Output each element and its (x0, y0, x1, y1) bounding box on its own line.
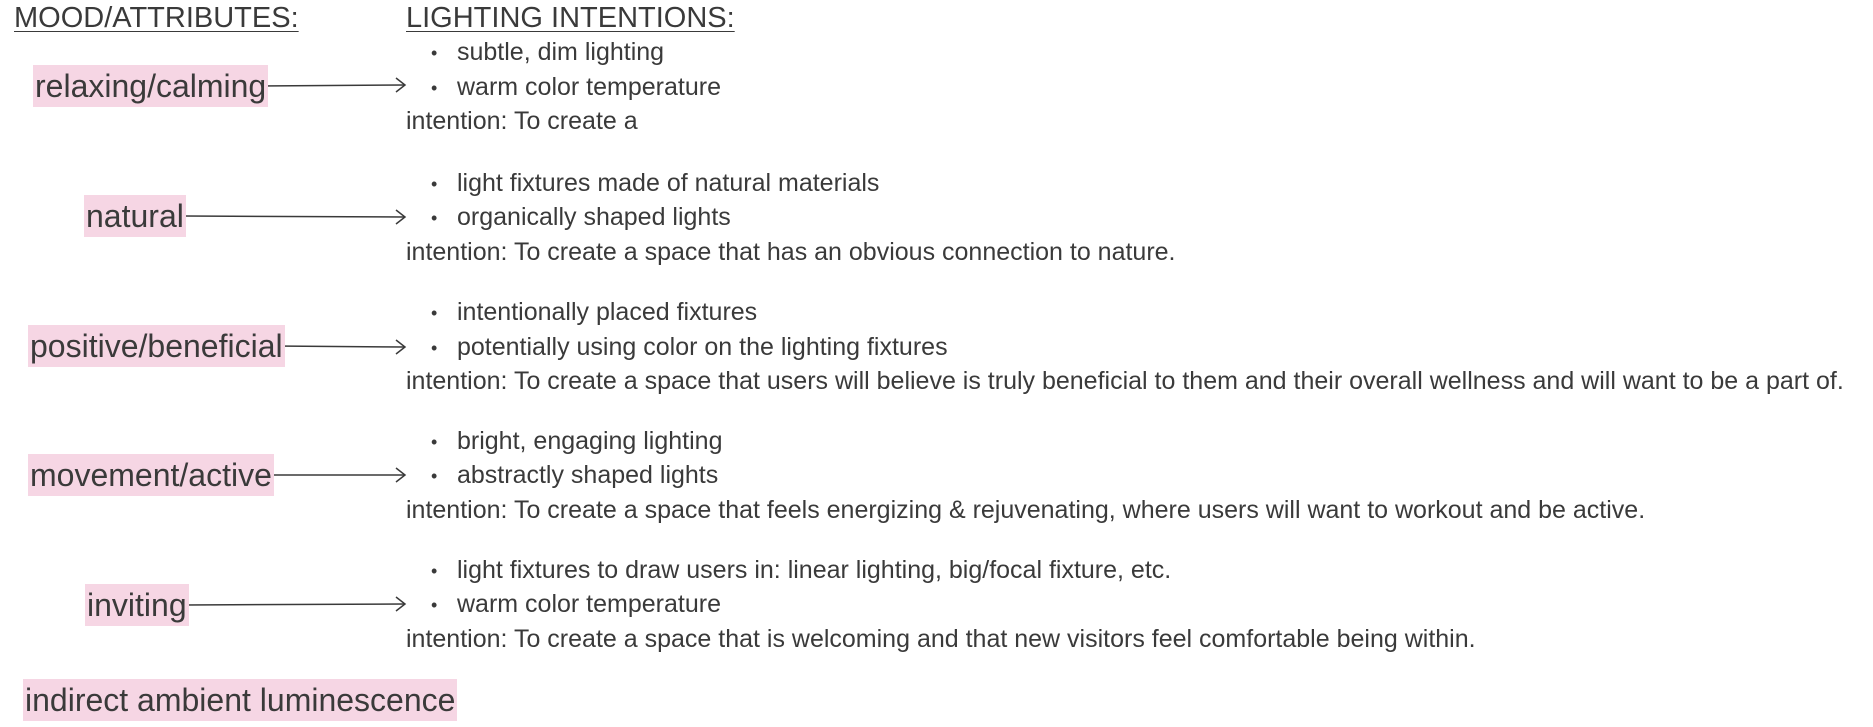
intention-positive: intention: To create a space that users will believe is truly beneficial to them and their overall wellness and will want to be a part of. (406, 367, 1844, 395)
arrow-relaxing (258, 85, 405, 86)
bullet-dot-icon: • (431, 338, 438, 359)
bullet-item: • abstractly shaped lights (431, 458, 718, 493)
lighting-intentions-header: LIGHTING INTENTIONS: (406, 2, 735, 34)
bullet-dot-icon: • (431, 78, 438, 99)
bullet-item: • subtle, dim lighting (431, 35, 664, 70)
bullet-dot-icon: • (431, 466, 438, 487)
mood-relaxing-calming: relaxing/calming (33, 65, 268, 107)
bullet-item: • light fixtures made of natural materials (431, 166, 879, 201)
bullet-dot-icon: • (431, 43, 438, 64)
mood-indirect-ambient-luminescence: indirect ambient luminescence (23, 679, 457, 721)
bullet-dot-icon: • (431, 561, 438, 582)
mood-inviting: inviting (85, 584, 189, 626)
mood-attributes-header: MOOD/ATTRIBUTES: (14, 2, 299, 34)
arrow-inviting (185, 604, 405, 605)
bullet-item: • warm color temperature (431, 587, 721, 622)
mood-natural: natural (84, 195, 186, 237)
bullet-dot-icon: • (431, 595, 438, 616)
bullet-item: • potentially using color on the lighting fixtures (431, 330, 948, 365)
arrow-natural (184, 216, 405, 217)
bullet-item: • organically shaped lights (431, 200, 731, 235)
bullet-item: • intentionally placed fixtures (431, 295, 757, 330)
intention-movement: intention: To create a space that feels energizing & rejuvenating, where users will want to workout and be active. (406, 496, 1646, 524)
bullet-dot-icon: • (431, 432, 438, 453)
bullet-dot-icon: • (431, 303, 438, 324)
intention-relaxing: intention: To create a (406, 107, 638, 135)
bullet-item: • warm color temperature (431, 70, 721, 105)
bullet-item: • bright, engaging lighting (431, 424, 722, 459)
arrow-positive (273, 346, 405, 347)
bullet-dot-icon: • (431, 208, 438, 229)
intention-natural: intention: To create a space that has an obvious connection to nature. (406, 238, 1176, 266)
mood-positive-beneficial: positive/beneficial (28, 325, 285, 367)
bullet-item: • light fixtures to draw users in: linear lighting, big/focal fixture, etc. (431, 553, 1171, 588)
bullet-dot-icon: • (431, 174, 438, 195)
mood-movement-active: movement/active (28, 454, 274, 496)
intention-inviting: intention: To create a space that is welcoming and that new visitors feel comfortable being within. (406, 625, 1476, 653)
